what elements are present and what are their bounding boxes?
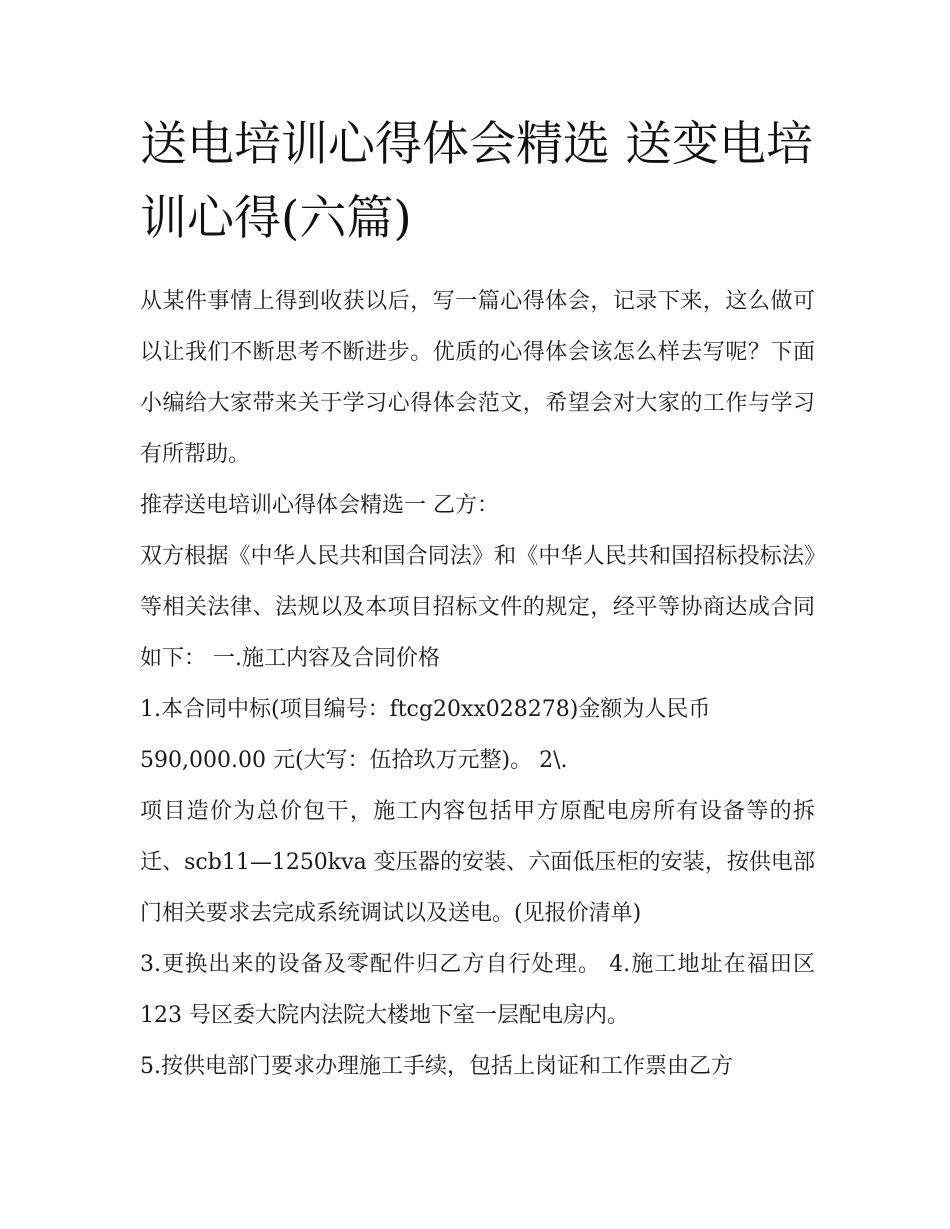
paragraph-intro: 从某件事情上得到收获以后，写一篇心得体会，记录下来，这么做可以让我们不断思考不断进步。优质的心得体会该怎么样去写呢？下面小编给大家带来关于学习心得体会范文，希望会对大家的工作与学习有所帮助。 [140,289,815,467]
paragraph-amount: 590,000.00 元(大写：伍拾玖万元整)。 2\. [140,748,568,773]
paragraph-agreement: 双方根据《中华人民共和国合同法》和《中华人民共和国招标投标法》等相关法律、法规以及本项目招标文件的规定，经平等协商达成合同如下： 一.施工内容及合同价格 [140,544,815,671]
document-page [140,108,815,1092]
paragraph-clause-3-4: 3.更换出来的设备及零配件归乙方自行处理。 4.施工地址在福田区 123 号区委大院内法院大楼地下室一层配电房内。 [140,952,815,1028]
paragraph-clause-5: 5.按供电部门要求办理施工手续，包括上岗证和工作票由乙方 [140,1054,733,1079]
paragraph-scope: 项目造价为总价包干，施工内容包括甲方原配电房所有设备等的拆迁、scb11—1250kva 变压器的安装、六面低压柜的安装，按供电部门相关要求去完成系统调试以及送电。(见报价清单) [140,799,815,926]
document-body [140,276,815,1092]
paragraph-recommend: 推荐送电培训心得体会精选一 乙方： [140,493,499,518]
document-title: 送电培训心得体会精选 送变电培训心得(六篇) [140,117,813,246]
paragraph-clause-1: 1.本合同中标(项目编号：ftcg20xx028278)金额为人民币 [140,697,711,722]
